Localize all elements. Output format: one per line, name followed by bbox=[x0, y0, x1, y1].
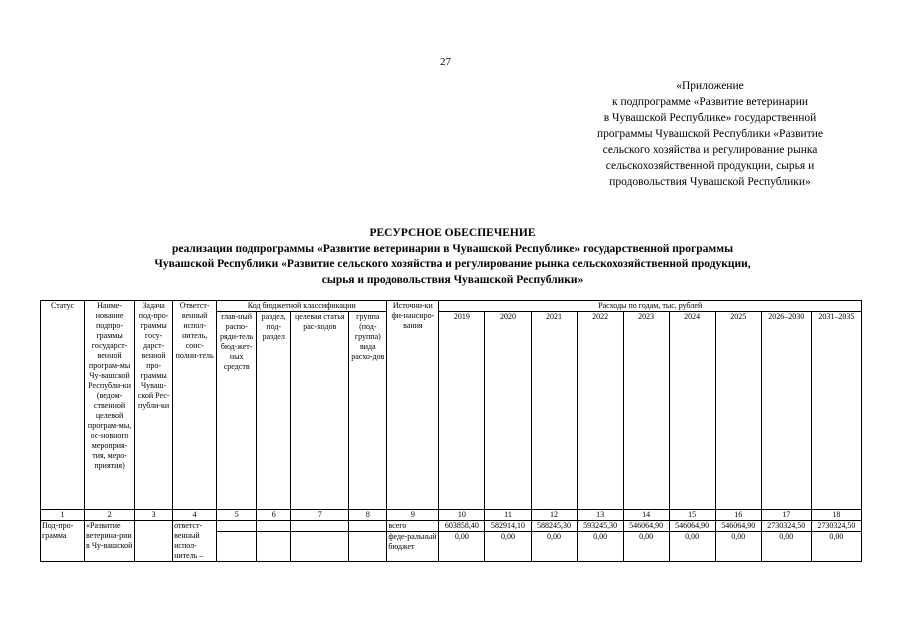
appendix-line: в Чувашской Республике» государственной bbox=[603, 112, 817, 124]
col-number: 5 bbox=[217, 510, 257, 521]
col-number: 15 bbox=[669, 510, 715, 521]
row-value: 588245,30 bbox=[531, 521, 577, 532]
row-source: всего bbox=[387, 521, 439, 532]
header-expenses: Расходы по годам, тыс. рублей bbox=[439, 301, 862, 312]
row-group bbox=[349, 521, 387, 532]
appendix-line: сельскохозяйственной продукции, сырья и bbox=[605, 160, 815, 172]
appendix-line: «Приложение bbox=[676, 80, 744, 92]
row-value: 546064,90 bbox=[669, 521, 715, 532]
header-group: группа (под-группа) вида расхо-дов bbox=[349, 312, 387, 510]
row-value: 0,00 bbox=[715, 532, 761, 562]
title-line: сырья и продовольствия Чувашской Республики» bbox=[321, 273, 584, 286]
col-number: 18 bbox=[811, 510, 861, 521]
header-section: раздел, под-раздел bbox=[257, 312, 291, 510]
col-number: 7 bbox=[291, 510, 349, 521]
header-executor: Ответст-венный испол-нитель, соис-полни-тель bbox=[173, 301, 217, 510]
header-year: 2024 bbox=[669, 312, 715, 510]
row-value: 2730324,50 bbox=[811, 521, 861, 532]
row-target bbox=[291, 532, 349, 562]
header-year: 2020 bbox=[485, 312, 531, 510]
header-year: 2019 bbox=[439, 312, 485, 510]
row-gr bbox=[217, 521, 257, 532]
header-task: Задача под-про-граммы госу-дарст-венной про-граммы Чуваш-ской Рес-публи-ки bbox=[135, 301, 173, 510]
col-number: 17 bbox=[761, 510, 811, 521]
appendix-line: программы Чувашской Республики «Развитие bbox=[597, 128, 823, 140]
row-source: феде-ральный бюджет bbox=[387, 532, 439, 562]
col-number: 10 bbox=[439, 510, 485, 521]
row-value: 0,00 bbox=[811, 532, 861, 562]
col-number: 9 bbox=[387, 510, 439, 521]
row-value: 603858,40 bbox=[439, 521, 485, 532]
col-number: 16 bbox=[715, 510, 761, 521]
title-line: РЕСУРСНОЕ ОБЕСПЕЧЕНИЕ bbox=[369, 227, 536, 239]
col-number: 14 bbox=[623, 510, 669, 521]
header-year: 2031–2035 bbox=[811, 312, 861, 510]
header-year: 2025 bbox=[715, 312, 761, 510]
appendix-line: сельского хозяйства и регулирование рынка bbox=[602, 144, 818, 156]
row-task bbox=[135, 521, 173, 562]
col-number: 12 bbox=[531, 510, 577, 521]
col-number: 8 bbox=[349, 510, 387, 521]
header-year: 2021 bbox=[531, 312, 577, 510]
col-number: 4 bbox=[173, 510, 217, 521]
document-title bbox=[60, 226, 845, 288]
row-section bbox=[257, 532, 291, 562]
appendix-line: к подпрограмме «Развитие ветеринарии bbox=[612, 96, 808, 108]
row-gr bbox=[217, 532, 257, 562]
header-name: Наиме-нование подпро-граммы государст-венной програм-мы Чу-вашской Республи-ки (ведом-ственной целевой програм-мы, ос-новного мероприя-тия, меро-приятия) bbox=[85, 301, 135, 510]
row-group bbox=[349, 532, 387, 562]
row-value: 0,00 bbox=[669, 532, 715, 562]
col-number: 13 bbox=[577, 510, 623, 521]
row-value: 582914,10 bbox=[485, 521, 531, 532]
resource-table bbox=[40, 300, 862, 562]
appendix-line: продовольствия Чувашской Республики» bbox=[609, 176, 811, 188]
row-value: 2730324,50 bbox=[761, 521, 811, 532]
header-gr: глав-ный распо-ряди-тель бюд-жет-ных средств bbox=[217, 312, 257, 510]
header-status: Статус bbox=[41, 301, 85, 510]
row-name: «Развитие ветерина-рии в Чу-вашской bbox=[85, 521, 135, 562]
row-target bbox=[291, 521, 349, 532]
col-number: 2 bbox=[85, 510, 135, 521]
row-executor: ответст-венный испол-нитель – bbox=[173, 521, 217, 562]
row-value: 0,00 bbox=[485, 532, 531, 562]
row-value: 546064,90 bbox=[715, 521, 761, 532]
col-number: 3 bbox=[135, 510, 173, 521]
header-year: 2026–2030 bbox=[761, 312, 811, 510]
row-value: 0,00 bbox=[577, 532, 623, 562]
title-line: Чувашской Республики «Развитие сельского хозяйства и регулирование рынка сельскохозяйственной продукции, bbox=[154, 258, 751, 270]
page-number: 27 bbox=[440, 56, 451, 68]
title-line: реализации подпрограммы «Развитие ветеринарии в Чувашской Республике» государственной программы bbox=[171, 242, 734, 255]
row-value: 0,00 bbox=[761, 532, 811, 562]
header-year: 2023 bbox=[623, 312, 669, 510]
header-budget-code: Код бюджетной классификации bbox=[217, 301, 387, 312]
row-value: 546064,90 bbox=[623, 521, 669, 532]
header-source: Источни-ки фи-нансиро-вания bbox=[387, 301, 439, 510]
row-value: 0,00 bbox=[439, 532, 485, 562]
row-value: 0,00 bbox=[623, 532, 669, 562]
row-value: 0,00 bbox=[531, 532, 577, 562]
row-value: 593245,30 bbox=[577, 521, 623, 532]
col-number: 6 bbox=[257, 510, 291, 521]
col-number: 1 bbox=[41, 510, 85, 521]
appendix-note bbox=[560, 78, 860, 190]
col-number: 11 bbox=[485, 510, 531, 521]
row-section bbox=[257, 521, 291, 532]
header-year: 2022 bbox=[577, 312, 623, 510]
row-status: Под-про-грамма bbox=[41, 521, 85, 562]
header-target: целевая статья рас-ходов bbox=[291, 312, 349, 510]
